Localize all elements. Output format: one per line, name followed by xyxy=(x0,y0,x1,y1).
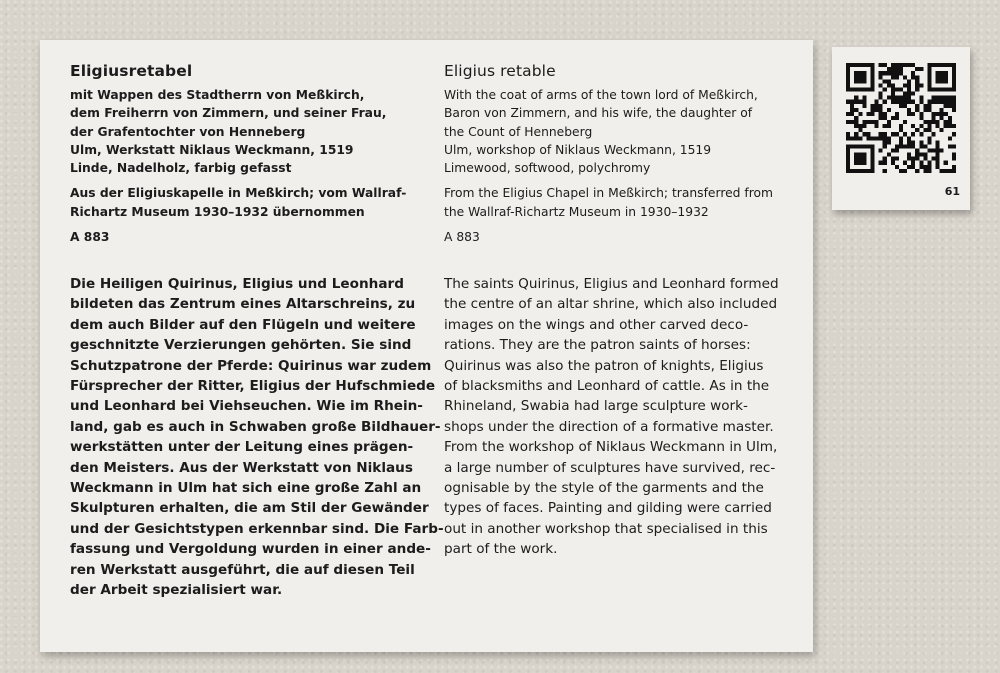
audio-guide-card xyxy=(832,47,970,210)
english-body-line: Quirinus was also the patron of knights, Eligius xyxy=(444,357,764,374)
english-body-line: the centre of an altar shrine, which also included xyxy=(444,296,778,313)
german-title: Eligiusretabel xyxy=(70,62,193,80)
english-body-line: The saints Quirinus, Eligius and Leonhard formed xyxy=(444,276,779,292)
english-column xyxy=(444,62,789,246)
german-meta xyxy=(70,86,415,246)
german-meta-line: dem Freiherrn von Zimmern, und seiner Frau, xyxy=(70,106,387,121)
german-body-line: und der Gesichtstypen erkennbar sind. Die Farb- xyxy=(70,520,444,537)
english-meta-line: the Count of Henneberg xyxy=(444,124,593,139)
english-body-line: ognisable by the style of the garments and the xyxy=(444,480,764,497)
english-provenance-line: From the Eligius Chapel in Meßkirch; transferred from xyxy=(444,186,774,201)
english-body-line: Rhineland, Swabia had large sculpture work- xyxy=(444,398,748,415)
english-body-line: types of faces. Painting and gilding were carried xyxy=(444,500,772,517)
museum-label-card xyxy=(40,40,813,652)
german-body-line: und Leonhard bei Viehseuchen. Wie im Rhein- xyxy=(70,398,423,415)
german-meta-line: mit Wappen des Stadtherrn von Meßkirch, xyxy=(70,88,365,102)
german-meta-line: Linde, Nadelholz, farbig gefasst xyxy=(70,161,292,176)
german-body-line: bildeten das Zentrum eines Altarschreins, zu xyxy=(70,296,416,313)
english-body-line: a large number of sculptures have survived, rec- xyxy=(444,459,776,476)
english-provenance-line: the Wallraf-Richartz Museum in 1930–1932 xyxy=(444,204,709,219)
english-title: Eligius retable xyxy=(444,62,556,80)
english-body-line: From the workshop of Niklaus Weckmann in Ulm, xyxy=(444,439,778,456)
english-inventory-number: A 883 xyxy=(444,230,480,245)
german-body-line: dem auch Bilder auf den Flügeln und weitere xyxy=(70,316,416,333)
english-meta-line: Limewood, softwood, polychromy xyxy=(444,161,651,176)
german-inventory-number: A 883 xyxy=(70,230,110,245)
german-meta-line: der Grafentochter von Henneberg xyxy=(70,124,306,139)
german-provenance-line: Richartz Museum 1930–1932 übernommen xyxy=(70,204,365,219)
german-body-line: fassung und Vergoldung wurden in einer ande- xyxy=(70,541,431,558)
german-body-line: land, gab es auch in Schwaben große Bildhauer- xyxy=(70,418,441,435)
english-meta xyxy=(444,86,789,246)
german-body-line: den Meisters. Aus der Werkstatt von Niklaus xyxy=(70,459,413,476)
german-body-line: Die Heiligen Quirinus, Eligius und Leonhard xyxy=(70,276,404,292)
german-body-text xyxy=(70,274,444,601)
german-meta-line: Ulm, Werkstatt Niklaus Weckmann, 1519 xyxy=(70,142,354,157)
english-body-text xyxy=(444,274,789,560)
english-meta-line: With the coat of arms of the town lord of Meßkirch, xyxy=(444,88,758,102)
german-body-line: geschnitzte Verzierungen gehörten. Sie sind xyxy=(70,337,412,354)
german-body-line: werkstätten unter der Leitung eines prägen- xyxy=(70,439,414,456)
english-body-line: out in another workshop that specialised in this xyxy=(444,520,768,537)
german-body-line: ren Werkstatt ausgeführt, die auf diesen Teil xyxy=(70,561,415,578)
german-body-line: Weckmann in Ulm hat sich eine große Zahl an xyxy=(70,480,422,497)
english-meta-line: Baron von Zimmern, and his wife, the daughter of xyxy=(444,106,753,121)
english-body-line: rations. They are the patron saints of horses: xyxy=(444,337,751,354)
german-body-line: Fürsprecher der Ritter, Eligius der Hufschmiede xyxy=(70,378,436,395)
qr-code[interactable] xyxy=(842,59,960,177)
german-body-line: Skulpturen erhalten, die am Stil der Gewänder xyxy=(70,500,429,517)
english-body-line: part of the work. xyxy=(444,541,558,558)
english-body-line: images on the wings and other carved deco- xyxy=(444,316,749,333)
english-meta-line: Ulm, workshop of Niklaus Weckmann, 1519 xyxy=(444,142,712,157)
german-column xyxy=(70,62,415,246)
english-body-line: shops under the direction of a formative master. xyxy=(444,418,774,435)
german-body-line: der Arbeit spezialisiert war. xyxy=(70,582,283,599)
german-body-line: Schutzpatrone der Pferde: Quirinus war zudem xyxy=(70,357,432,374)
english-body-line: of blacksmiths and Leonhard of cattle. As in the xyxy=(444,378,770,395)
german-provenance-line: Aus der Eligiuskapelle in Meßkirch; vom Wallraf- xyxy=(70,186,407,201)
audio-guide-number: 61 xyxy=(944,185,960,198)
